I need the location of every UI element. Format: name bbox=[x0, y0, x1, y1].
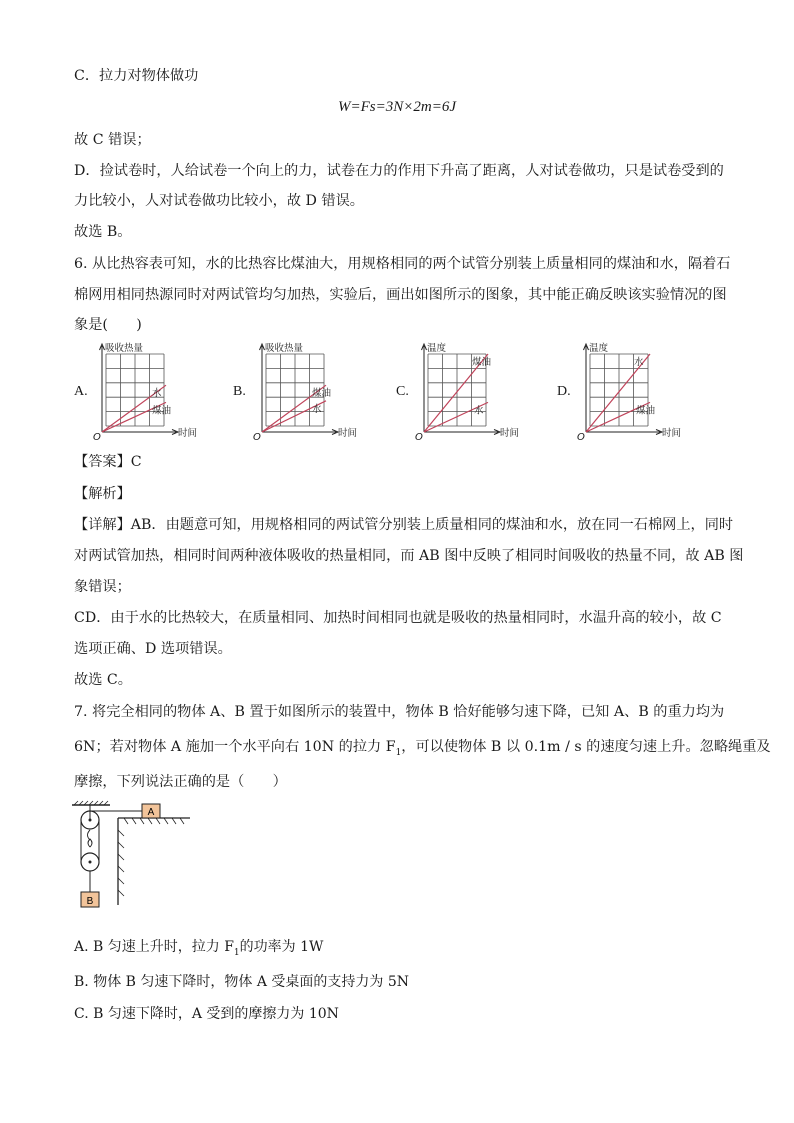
choose-c-text: 故选 C。 bbox=[74, 672, 132, 688]
series-label: 水 bbox=[152, 388, 162, 400]
origin-label: O bbox=[93, 432, 101, 440]
series-label: 煤油 bbox=[152, 405, 172, 417]
block-a-label: A bbox=[147, 807, 155, 818]
formula-text: W=Fs=3N×2m=6J bbox=[338, 99, 456, 115]
x-axis-label: 时间 bbox=[178, 428, 198, 439]
x-axis-label: 时间 bbox=[662, 428, 682, 439]
pulley-diagram bbox=[70, 800, 195, 915]
choose-b-text: 故选 B。 bbox=[74, 224, 132, 240]
chart-svg bbox=[414, 340, 524, 440]
q7-line2-a: 6N；若对物体 A 施加一个水平向右 10N 的拉力 F bbox=[74, 739, 396, 755]
series-label: 水 bbox=[474, 405, 484, 417]
option-c: C. B 匀速下降时，A 受到的摩擦力为 10N bbox=[74, 1006, 339, 1022]
x-axis-label: 时间 bbox=[338, 428, 358, 439]
question7-line3: 摩擦，下列说法正确的是（ ） bbox=[74, 774, 287, 790]
detail-line4: CD．由于水的比热较大，在质量相同、加热时间相同也就是吸收的热量相同时，水温升高的较小，故 C bbox=[74, 610, 722, 626]
x-axis-label: 时间 bbox=[500, 428, 520, 439]
y-axis-label: 吸收热量 bbox=[105, 343, 144, 354]
chart-c-option-label: C. bbox=[396, 384, 409, 399]
option-a-sub: 1 bbox=[233, 947, 240, 958]
q7-line2-sub: 1 bbox=[395, 747, 402, 758]
c-wrong-text: 故 C 错误； bbox=[74, 132, 151, 148]
option-c-text: C．拉力对物体做功 bbox=[74, 68, 199, 84]
y-axis-label: 温度 bbox=[427, 343, 447, 354]
series-label: 水 bbox=[634, 357, 644, 368]
series-label: 水 bbox=[312, 403, 322, 415]
origin-label: O bbox=[415, 432, 423, 440]
hook-upper bbox=[88, 839, 92, 847]
detail-line3: 象错误； bbox=[74, 579, 131, 595]
work-formula bbox=[0, 97, 794, 117]
y-axis-label: 温度 bbox=[589, 343, 609, 354]
option-a-rest: 的功率为 1W bbox=[239, 939, 324, 955]
chart-a bbox=[92, 340, 202, 444]
q7-line2-b: ，可以使物体 B 以 0.1m / s 的速度匀速上升。忽略绳重及 bbox=[401, 739, 771, 755]
fixed-pulley-axle bbox=[89, 819, 92, 822]
chart-a-option-label: A. bbox=[74, 384, 88, 399]
question7-line1: 7. 将完全相同的物体 A、B 置于如图所示的装置中，物体 B 恰好能够匀速下降，已知 A、B 的重力均为 bbox=[74, 704, 725, 720]
y-axis-label: 吸收热量 bbox=[265, 343, 304, 354]
question6-line2: 棉网用相同热源同时对两试管均匀加热，实验后，画出如图所示的图象，其中能正确反映该实验情况的图 bbox=[74, 287, 727, 303]
chart-svg bbox=[576, 340, 686, 440]
option-b: B. 物体 B 匀速下降时，物体 A 受桌面的支持力为 5N bbox=[74, 974, 409, 990]
analysis-label: 【解析】 bbox=[74, 486, 131, 502]
question6-line3: 象是( ) bbox=[74, 317, 142, 333]
origin-label: O bbox=[253, 432, 261, 440]
answer-label: 【答案】C bbox=[74, 454, 142, 470]
option-d-line2: 力比较小，人对试卷做功比较小，故 D 错误。 bbox=[74, 193, 364, 209]
option-a bbox=[74, 937, 323, 963]
chart-b bbox=[252, 340, 362, 444]
chart-d-option-label: D. bbox=[557, 384, 571, 399]
question6-line1: 6. 从比热容表可知，水的比热容比煤油大，用规格相同的两个试管分别装上质量相同的煤油和水，隔着石 bbox=[74, 256, 731, 272]
detail-line1: 【详解】AB．由题意可知，用规格相同的两试管分别装上质量相同的煤油和水，放在同一石棉网上，同时 bbox=[74, 517, 734, 533]
option-a-text: A. B 匀速上升时，拉力 F bbox=[74, 939, 234, 955]
block-b-label: B bbox=[86, 896, 94, 907]
chart-svg bbox=[92, 340, 202, 440]
chart-c bbox=[414, 340, 524, 444]
series-label: 煤油 bbox=[312, 388, 332, 400]
detail-line2: 对两试管加热，相同时间两种液体吸收的热量相同，而 AB 图中反映了相同时间吸收的热量不同，故 AB 图 bbox=[74, 548, 744, 564]
chart-b-option-label: B. bbox=[233, 384, 246, 399]
origin-label: O bbox=[577, 432, 585, 440]
movable-pulley-axle bbox=[89, 861, 92, 864]
chart-svg bbox=[252, 340, 362, 440]
table-hatch bbox=[118, 818, 184, 896]
chart-d bbox=[576, 340, 686, 444]
series-label: 煤油 bbox=[636, 405, 656, 417]
detail-line5: 选项正确、D 选项错误。 bbox=[74, 641, 232, 657]
hook-link bbox=[88, 830, 91, 840]
question7-line2 bbox=[74, 737, 771, 763]
series-label: 煤油 bbox=[472, 357, 492, 368]
option-d-line1: D．捡试卷时，人给试卷一个向上的力，试卷在力的作用下升高了距离，人对试卷做功，只是试卷受到的 bbox=[74, 163, 724, 179]
